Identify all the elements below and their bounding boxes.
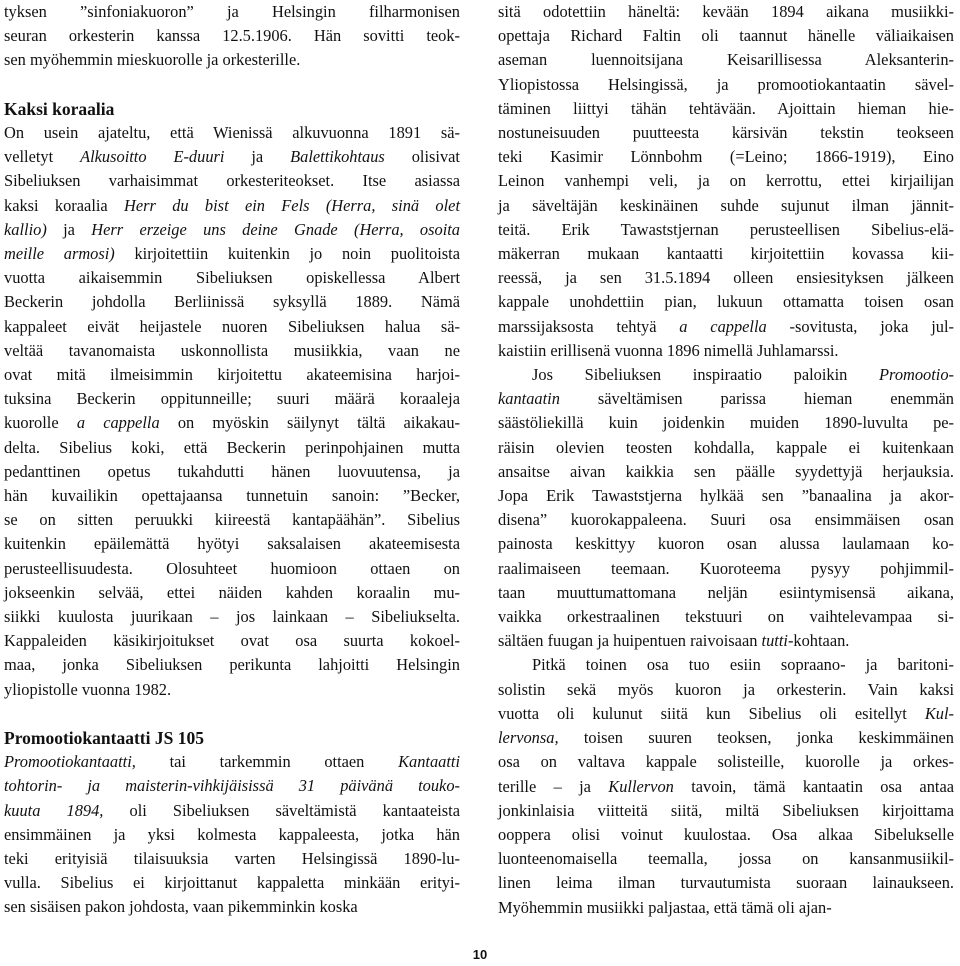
intro-paragraph — [4, 0, 460, 73]
text-line — [4, 411, 460, 435]
text-run: vaikka orkestraalinen tekstuuri on vaihtelevampaa si- — [498, 607, 954, 627]
text-line — [498, 629, 954, 653]
text-run: Leinon vanhempi veli, ja on kerrottu, ettei kirjailijan — [498, 171, 954, 191]
text-line — [4, 895, 460, 919]
text-line — [4, 678, 460, 702]
text-line — [498, 460, 954, 484]
text-run: räisin olevien teosten kohdalla, kappale ei kuitenkaan — [498, 437, 954, 457]
text-line — [4, 557, 460, 581]
text-line — [498, 363, 954, 387]
right-column — [498, 0, 954, 920]
text-run: oli Sibeliuksen säveltämistä kantaateista — [103, 800, 460, 820]
inspiration-paragraph — [498, 363, 954, 653]
spacer — [4, 702, 460, 726]
italic-text: kuuta 1894, — [4, 800, 104, 820]
text-run: terille – ja — [498, 776, 609, 796]
section-heading-promootiokantaatti: Promootiokantaatti JS 105 — [4, 728, 204, 749]
text-line — [4, 823, 460, 847]
italic-text: Balettikohtaus — [290, 147, 385, 167]
text-line — [498, 387, 954, 411]
text-run: Jos Sibeliuksen inspiraatio paloikin — [532, 365, 880, 385]
italic-text: lervonsa, — [498, 728, 559, 748]
italic-text: tohtorin- ja maisterin-vihkijäisissä 31 päivänä touko- — [4, 776, 460, 796]
italic-text: a cappella — [679, 316, 767, 336]
second-movement-paragraph — [498, 653, 954, 919]
text-line — [498, 557, 954, 581]
text-line — [4, 218, 460, 242]
text-run: teki erityisiä tilaisuuksia varten Helsingissä 1890-lu- — [4, 849, 460, 869]
text-line — [498, 775, 954, 799]
text-line — [4, 266, 460, 290]
text-run: solistin sekä myös kuoron ja orkesterin. Vain kaksi — [498, 679, 954, 699]
text-line — [4, 315, 460, 339]
text-run: sältäen fuugan ja huipentuen raivoisaan — [498, 631, 762, 651]
text-run: jokseenkin selvää, ettei näiden kahden koraalin mu- — [4, 582, 460, 602]
text-run: reessä, ja sen 31.5.1894 olleen ensiesityksen jälkeen — [498, 268, 954, 288]
text-run: ooppera olisi voinut kuulostaa. Osa alkaa Sibelukselle — [498, 824, 954, 844]
text-line — [498, 73, 954, 97]
text-run: vuotta aikaisemmin Sibeliuksen opiskellessa Albert — [4, 268, 460, 288]
text-run: perusteellisuudesta. Olosuhteet huomioon ottaen on — [4, 558, 460, 578]
text-run: vulla. Sibelius ei kirjoittanut kappaletta minkään erityi- — [4, 873, 460, 893]
text-run: kaistiin erillisenä vuonna 1896 nimellä Juhlamarssi. — [498, 340, 839, 360]
text-run: Myöhemmin musiikki paljastaa, että tämä oli ajan- — [498, 897, 832, 917]
text-line — [4, 242, 460, 266]
text-line — [498, 605, 954, 629]
text-run: nostuneisuuden puutteesta kärsivän tekstin teokseen — [498, 123, 954, 143]
text-line — [498, 145, 954, 169]
text-run: säveltämisen parissa hieman enemmän — [559, 389, 954, 409]
text-run: -kohtaan. — [787, 631, 850, 651]
text-run: Jopa Erik Tawaststjerna hylkää sen ”banaalina ja akor- — [498, 486, 954, 506]
text-run: tai tarkemmin ottaen — [135, 752, 399, 772]
text-line — [4, 508, 460, 532]
text-line — [498, 484, 954, 508]
text-run: tavoin, tämä kantaatin osa antaa — [673, 776, 955, 796]
text-line — [498, 653, 954, 677]
text-run: -sovitusta, joka jul- — [766, 316, 954, 336]
text-line — [498, 532, 954, 556]
italic-text: Promootiokantaatti, — [4, 752, 136, 772]
italic-text: Kantaatti — [398, 752, 460, 772]
text-line — [4, 750, 460, 774]
text-line — [498, 24, 954, 48]
text-run: säästöliekillä kuin joidenkin muiden 1890-luvulta pe- — [498, 413, 954, 433]
italic-text: Kul- — [924, 703, 954, 723]
text-line — [4, 605, 460, 629]
text-run: Beckerin johdolla Berliinissä syksyllä 1889. Nämä — [4, 292, 460, 312]
text-line — [498, 218, 954, 242]
text-line — [498, 0, 954, 24]
promootiokantaatti-paragraph — [4, 750, 460, 919]
text-run: painosta keskittyy kuoron osan alussa laulamaan ko- — [498, 534, 954, 554]
text-line — [4, 436, 460, 460]
text-run: disena” kuorokappaleena. Suuri osa ensimmäisen osan — [498, 510, 954, 530]
text-line — [498, 750, 954, 774]
text-line — [4, 629, 460, 653]
text-line — [498, 290, 954, 314]
italic-text: tutti — [761, 631, 788, 651]
text-run: opettaja Richard Faltin oli taannut hänelle väliaikaisen — [498, 26, 954, 46]
text-run: siikki kuulosta juurikaan – jos lainkaan – Sibeliukselta. — [4, 607, 460, 627]
text-run: olisivat — [384, 147, 460, 167]
text-run: ansaitse aivan kaikkia sen päälle syydettyjä herjauksia. — [498, 461, 954, 481]
italic-text: a cappella — [76, 413, 160, 433]
text-line — [498, 121, 954, 145]
text-line — [4, 484, 460, 508]
text-run: toisen suuren teoksen, jonka keskimmäinen — [558, 728, 954, 748]
text-run: taan muuttumattomana neljän esiintymisensä aikana, — [498, 582, 954, 602]
italic-text: Herr du bist ein Fels (Herra, sinä olet — [124, 195, 461, 215]
text-run: maa, jonka Sibeliuksen perikunta lahjoitti Helsingin — [4, 655, 460, 675]
text-run: Yliopistossa Helsingissä, ja promootiokantaatin sävel- — [498, 74, 954, 94]
text-line — [498, 411, 954, 435]
text-run: on myöskin säilynyt tältä aikakau- — [159, 413, 460, 433]
text-line — [4, 145, 460, 169]
text-line — [498, 48, 954, 72]
text-line — [498, 678, 954, 702]
text-run: kirjoitettiin kuitenkin jo noin puolitoista — [114, 244, 460, 264]
text-run: velletyt — [4, 147, 81, 167]
text-run: kaksi koraalia — [4, 195, 125, 215]
text-run: ja — [224, 147, 291, 167]
text-line — [4, 363, 460, 387]
text-run: ovat mitä ilmeisimmin kirjoitettu akateemisina harjoi- — [4, 365, 460, 385]
text-run: Kappaleiden käsikirjoitukset ovat osa suurta kokoel- — [4, 631, 460, 651]
text-line — [4, 387, 460, 411]
text-line — [498, 726, 954, 750]
text-line — [4, 121, 460, 145]
text-run: pedanttinen opetus tukahdutti hänen luovuutensa, ja — [4, 461, 460, 481]
text-run: hän kuvailikin opettajaansa tunnetuin sanoin: ”Becker, — [4, 486, 460, 506]
text-line: tyksen ”sinfoniakuoron” ja Helsingin filharmonisen — [4, 2, 460, 21]
text-run: delta. Sibelius koki, että Beckerin perinpohjainen mutta — [4, 437, 460, 457]
text-run: Pitkä toinen osa tuo esiin sopraano- ja baritoni- — [532, 655, 954, 675]
text-run: yliopistolle vuonna 1982. — [4, 679, 172, 699]
text-line — [4, 169, 460, 193]
text-line — [4, 290, 460, 314]
text-run: sen sisäisen pakon johdosta, vaan pikemminkin koska — [4, 897, 358, 917]
page-number: 10 — [472, 947, 488, 962]
text-run: marssijaksosta tehtyä — [498, 316, 680, 336]
text-run: kuitenkin epäilemättä hyötyi saksalaisen akateemisesta — [4, 534, 460, 554]
text-run: osa on valtava kappale solisteille, kuorolle ja orkes- — [498, 752, 954, 772]
kaksi-koraalia-paragraph — [4, 121, 460, 702]
text-line — [498, 847, 954, 871]
text-line — [498, 508, 954, 532]
text-run: vuotta oli kulunut siitä kun Sibelius oli esitellyt — [498, 703, 925, 723]
continued-paragraph — [498, 0, 954, 363]
text-line — [498, 194, 954, 218]
text-run: mäkerran mukaan kantaatti kirjoitettiin kovassa kii- — [498, 244, 954, 264]
text-line — [498, 242, 954, 266]
text-line — [498, 702, 954, 726]
text-run: luonteenomaisella teemalla, jossa on kansanmusiikil- — [498, 849, 954, 869]
text-run: raalimaiseen teemaan. Kuoroteema pysyy pohjimmil- — [498, 558, 954, 578]
text-run: veltää tavanomaista uskonnollista musiikkia, vaan ne — [4, 340, 460, 360]
text-run: kappale unohdettiin pian, lukuun ottamatta toisen osan — [498, 292, 954, 312]
text-line: seuran orkesterin kanssa 12.5.1906. Hän sovitti teok- — [4, 26, 460, 46]
section-heading-kaksi-koraalia: Kaksi koraalia — [4, 98, 115, 119]
text-line — [498, 799, 954, 823]
text-run: kuorolle — [4, 413, 77, 433]
text-line — [498, 97, 954, 121]
text-run: aseman luennoitsijana Keisarillisessa Aleksanterin- — [498, 50, 954, 70]
italic-text: Herr erzeige uns deine Gnade (Herra, osoita — [91, 219, 460, 239]
text-run: On usein ajateltu, että Wienissä alkuvuonna 1891 sä- — [4, 123, 460, 142]
text-run: tuksina Beckerin oppitunneille; suuri määrä koraaleja — [4, 389, 460, 409]
italic-text: Alkusoitto E-duuri — [80, 147, 225, 167]
spacer — [4, 73, 460, 97]
text-run: se on sitten peruukki kiireestä kantapäähän”. Sibelius — [4, 510, 460, 530]
text-line — [498, 315, 954, 339]
text-run: ensimmäinen ja yksi kolmesta kappaleesta, jotka hän — [4, 824, 460, 844]
text-line — [4, 339, 460, 363]
text-line — [498, 871, 954, 895]
text-run: kappaleet eivät heijastele nuoren Sibeliuksen halua sä- — [4, 316, 460, 336]
text-line — [4, 460, 460, 484]
text-run: teki Kasimir Lönnbohm (=Leino; 1866-1919), Eino — [498, 147, 954, 167]
text-line — [4, 774, 460, 798]
text-line — [4, 799, 460, 823]
italic-text: kantaatin — [498, 389, 560, 409]
left-column — [4, 0, 460, 920]
text-run: sitä odotettiin häneltä: kevään 1894 aikana musiikki- — [498, 2, 954, 21]
text-run: ja säveltäjän keskinäinen suhde sujunut ilman jännit- — [498, 195, 954, 215]
text-run: ja — [46, 219, 92, 239]
text-line: sen myöhemmin mieskuorolle ja orkesterille. — [4, 50, 301, 70]
text-run: jonkinlaisia viitteitä siitä, miltä Sibeliuksen kirjoittama — [498, 800, 954, 820]
text-line — [4, 871, 460, 895]
text-line — [498, 169, 954, 193]
text-line — [498, 581, 954, 605]
text-line — [4, 581, 460, 605]
text-run: Sibeliuksen varhaisimmat orkesteriteokset. Itse asiassa — [4, 171, 460, 191]
text-line — [498, 823, 954, 847]
text-line — [4, 653, 460, 677]
text-line — [498, 266, 954, 290]
text-line — [4, 847, 460, 871]
text-line — [498, 896, 954, 920]
text-line — [4, 194, 460, 218]
text-run: täminen liittyi tähän tehtävään. Ajoittain hieman hie- — [498, 98, 954, 118]
italic-text: kallio) — [4, 219, 47, 239]
text-run: teitä. Erik Tawaststjernan perusteellisen Sibelius-elä- — [498, 219, 954, 239]
italic-text: Promootio- — [879, 365, 954, 385]
italic-text: meille armosi) — [4, 244, 115, 264]
text-line — [4, 532, 460, 556]
text-run: linen leima ilman turvautumista suoraan lainaukseen. — [498, 873, 954, 893]
text-line — [498, 436, 954, 460]
text-line — [498, 339, 954, 363]
italic-text: Kullervon — [608, 776, 674, 796]
